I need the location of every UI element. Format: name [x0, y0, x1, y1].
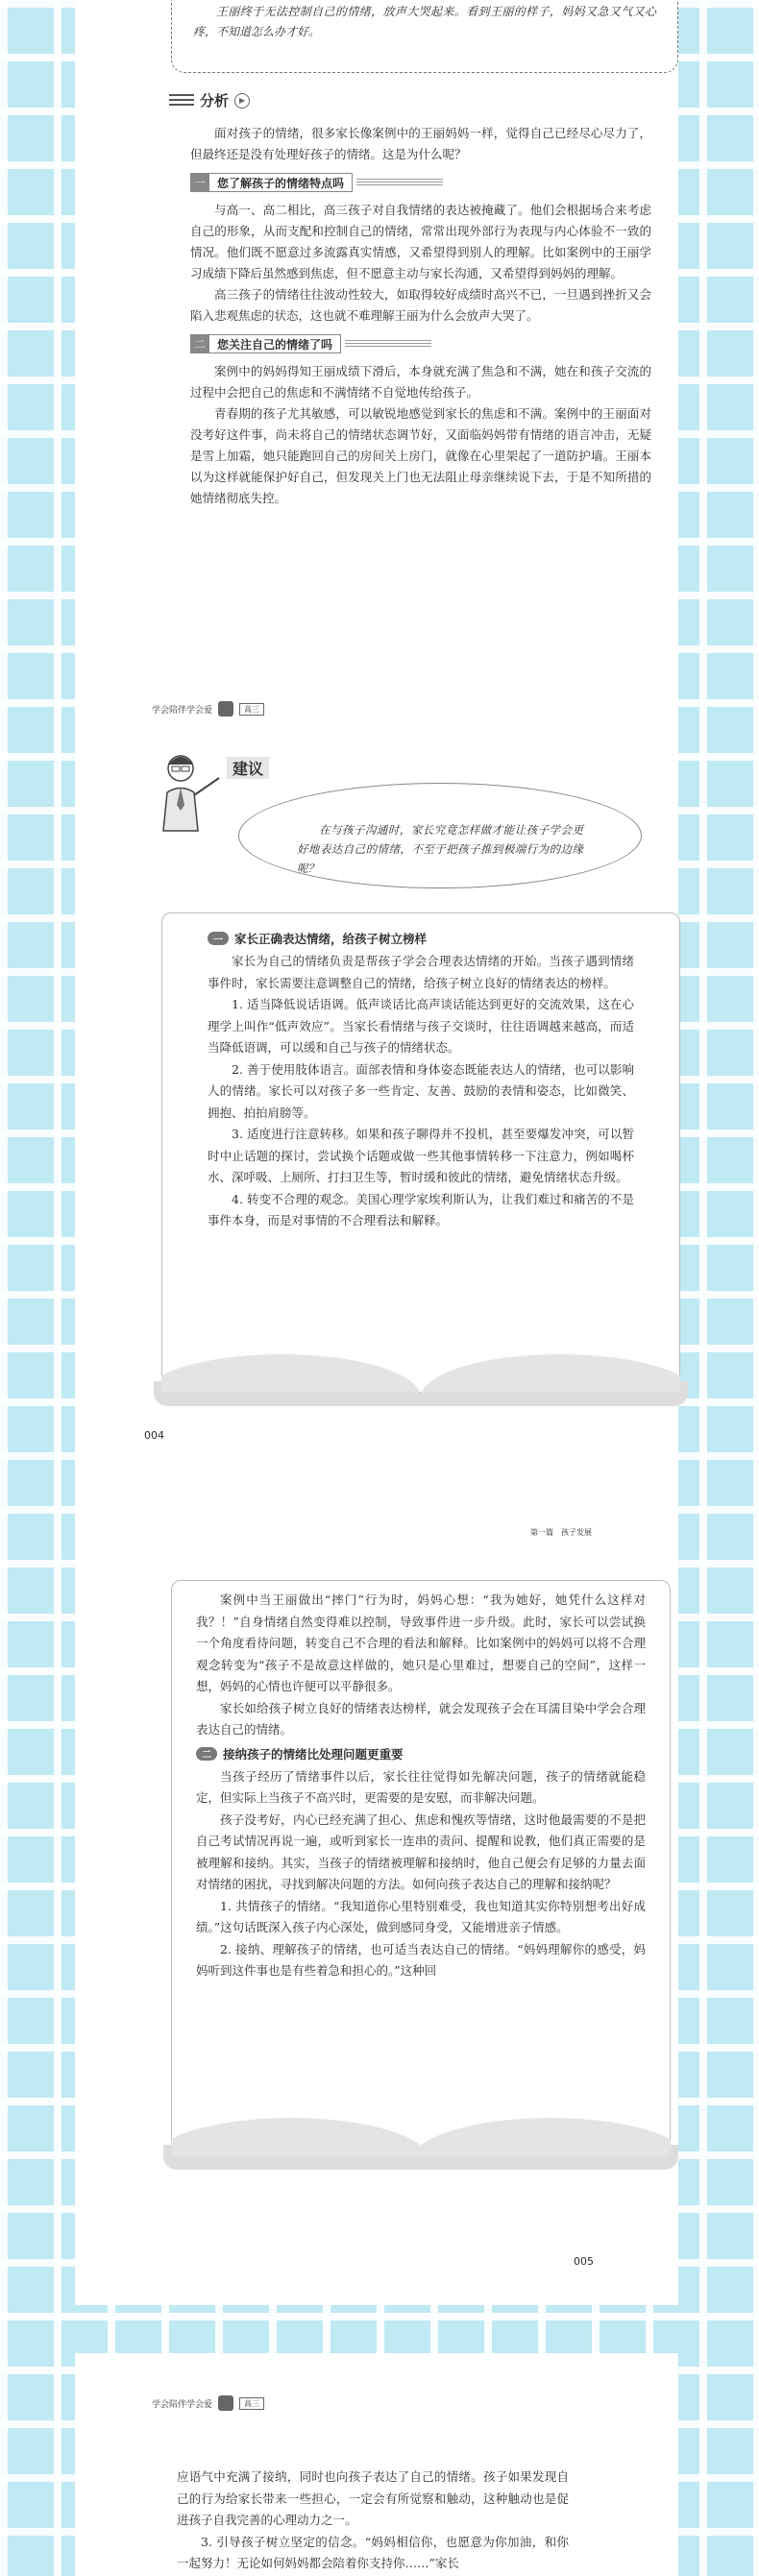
grade-tag: 高三: [239, 2397, 264, 2410]
paragraph: 案例中当王丽做出“摔门”行为时，妈妈心想：“我为她好，她凭什么这样对我？！”自身情绪自然变得难以控制，导致事件进一步升级。此时，家长可以尝试换一个角度看待问题，转变自己不合理的看法和解释。比如案例中的妈妈可以将不合理观念转变为“孩子不是故意这样做的，她只是心里难过，想要自己的空间”，这样一想，妈妈的心情也许便可以平静很多。: [196, 1592, 646, 1693]
heading-text: 接纳孩子的情绪比处理问题更重要: [223, 1746, 404, 1762]
stripe-decoration: [345, 340, 431, 348]
paragraph: 2. 善于使用肢体语言。面部表情和身体姿态既能表达人的情绪，也可以影响人的情绪。家长可以对孩子多一些肯定、友善、鼓励的表情和姿态，比如微笑、拥抱、拍拍肩膀等。: [208, 1061, 634, 1120]
story-line: 王丽终于无法控制自己的情绪，放声大哭起来。看到王丽的样子，妈妈又急又气又心疼，不知道怎么办才好。: [193, 5, 656, 38]
intro-paragraph: 面对孩子的情绪，很多家长像案例中的王丽妈妈一样，觉得自己已经尽心尽力了，但最终还是没有处理好孩子的情绪。这是为什么呢？: [190, 126, 651, 161]
heading-number: 一: [208, 932, 229, 945]
book-logo-icon: [218, 2395, 233, 2411]
paragraph: 案例中的妈妈得知王丽成绩下滑后，本身就充满了焦急和不满，她在和孩子交流的过程中会把自己的焦虑和不满情绪不自觉地传给孩子。: [190, 364, 651, 400]
paragraph: 3. 引导孩子树立坚定的信念。“妈妈相信你，也愿意为你加油，和你一起努力！无论如何妈妈都会陪着你支持你……”家长: [177, 2534, 569, 2570]
book-content: [196, 1590, 646, 1982]
paragraph: 3. 适度进行注意转移。如果和孩子聊得并不投机，甚至要爆发冲突，可以暂时中止话题的探讨，尝试换个话题或做一些其他事情转移一下注意力，例如喝杯水、深呼吸、上厕所、打扫卫生等，暂时缓和彼此的情绪，避免情绪状态升级。: [208, 1127, 634, 1184]
paragraph: 与高一、高二相比，高三孩子对自我情绪的表达被掩藏了。他们会根据场合来考虑自己的形象，从而支配和控制自己的情绪，常常出现外部行为表现与内心体验不一致的情况。他们既不愿意过多流露真实情感，又希望得到别人的理解。比如案例中的王丽学习成绩下降后虽然感到焦虑，但不愿意主动与家长沟通，又希望得到妈妈的理解。: [190, 203, 651, 280]
book-frame: [161, 912, 680, 1393]
section-title: 您关注自己的情绪了吗: [209, 334, 341, 353]
bubble-text: 在与孩子沟通时，家长究竟怎样做才能让孩子学会更好地表达自己的情绪，不至于把孩子推到极端行为的边缘呢？: [297, 823, 583, 875]
paragraph: 应语气中充满了接纳，同时也向孩子表达了自己的情绪。孩子如果发现自己的行为给家长带来一些担心，一定会有所觉察和触动，这种触动也是促进孩子自我完善的心理动力之一。: [177, 2469, 569, 2527]
book-frame: [171, 1580, 671, 2156]
case-story-box: [171, 0, 678, 73]
speech-bubble: [238, 783, 642, 888]
paragraph: 2. 接纳、理解孩子的情绪，也可适当表达自己的情绪。“妈妈理解你的感受，妈妈听到这件事也是有些着急和担心的。”这种回: [196, 1941, 646, 1978]
section-number: 二: [190, 334, 209, 353]
paragraph: 4. 转变不合理的观念。美国心理学家埃利斯认为，让我们难过和痛苦的不是事件本身，而是对事情的不合理看法和解释。: [208, 1191, 634, 1227]
section-number: 一: [190, 173, 209, 192]
page-3: [75, 1479, 678, 2305]
page-1: [75, 0, 678, 653]
analysis-heading: [169, 90, 250, 110]
book-logo-icon: [218, 701, 233, 717]
paragraph: 当孩子经历了情绪事件以后，家长往往觉得如先解决问题，孩子的情绪就能稳定，但实际上当孩子不高兴时，更需要的是安慰，而非解决问题。: [196, 1768, 646, 1805]
paragraph: 1. 适当降低说话语调。低声谈话比高声谈话能达到更好的交流效果，这在心理学上叫作“低声效应”。当家长看情绪与孩子交谈时，往往语调越来越高，而适当降低语调，可以缓和自己与孩子的情绪状态。: [208, 997, 634, 1055]
teacher-illustration-icon: [154, 749, 223, 836]
paragraph: 1. 共情孩子的情绪。“我知道你心里特别难受，我也知道其实你特别想考出好成绩。”这句话既深入孩子内心深处，做到感同身受，又能增进亲子情感。: [196, 1898, 646, 1934]
paragraph: 孩子没考好，内心已经充满了担心、焦虑和愧疚等情绪，这时他最需要的不是把自己考试情况再说一遍，或听到家长一连串的责问、提醒和说教，他们真正需要的是被理解和接纳。其实，当孩子的情绪被理解和接纳时，他自己便会有足够的力量去面对情绪的困扰，寻找到解决问题的方法。如何向孩子表达自己的理解和接纳呢？: [196, 1811, 646, 1891]
play-icon: ▶: [234, 93, 250, 109]
box-heading: [196, 1745, 646, 1762]
lines-icon: [169, 94, 194, 108]
book-content: [208, 926, 634, 1232]
section-heading-2: [190, 334, 651, 353]
advice-title: 建议: [227, 757, 269, 779]
heading-number: 二: [196, 1747, 217, 1761]
page-body: [177, 2467, 569, 2575]
running-header: [152, 2395, 264, 2411]
page-2: [75, 653, 678, 1479]
analysis-body: [190, 123, 651, 509]
header-title: 学会陪伴学会爱: [152, 2399, 213, 2410]
running-header: [152, 701, 264, 717]
heading-text: 家长正确表达情绪，给孩子树立榜样: [234, 932, 428, 946]
paragraph: 家长如给孩子树立良好的情绪表达榜样，就会发现孩子会在耳濡目染中学会合理表达自己的情绪。: [196, 1700, 646, 1737]
section-heading-1: [190, 173, 651, 192]
paragraph: 高三孩子的情绪往往波动性较大，如取得较好成绩时高兴不已，一旦遇到挫折又会陷入悲观焦虑的状态，这也就不难理解王丽为什么会放声大哭了。: [190, 287, 651, 323]
analysis-title: 分析: [200, 92, 230, 109]
section-title: 您了解孩子的情绪特点吗: [209, 173, 353, 192]
grade-tag: 高三: [239, 703, 264, 716]
paragraph: 家长为自己的情绪负责是帮孩子学会合理表达情绪的开始。当孩子遇到情绪事件时，家长需要注意调整自己的情绪，给孩子树立良好的情绪表达的榜样。: [208, 954, 634, 990]
paragraph: 青春期的孩子尤其敏感，可以敏锐地感觉到家长的焦虑和不满。案例中的王丽面对没考好这件事，尚未将自己的情绪状态调节好，又面临妈妈带有情绪的语言冲击，无疑是雪上加霜，她只能跑回自己的房间关上房门，就像在心里架起了一道防护墙。王丽本以为这样就能保护好自己，但发现关上门也无法阻止母亲继续说下去，于是不知所措的她情绪彻底失控。: [190, 406, 651, 505]
page-number: 004: [144, 1429, 164, 1442]
box-heading: [208, 930, 634, 947]
page-number: 005: [574, 2255, 594, 2268]
header-title: 学会陪伴学会爱: [152, 705, 213, 716]
running-header: 第一篇 孩子发展: [530, 1528, 592, 1537]
page-4: [75, 2353, 678, 2576]
stripe-decoration: [356, 179, 443, 186]
